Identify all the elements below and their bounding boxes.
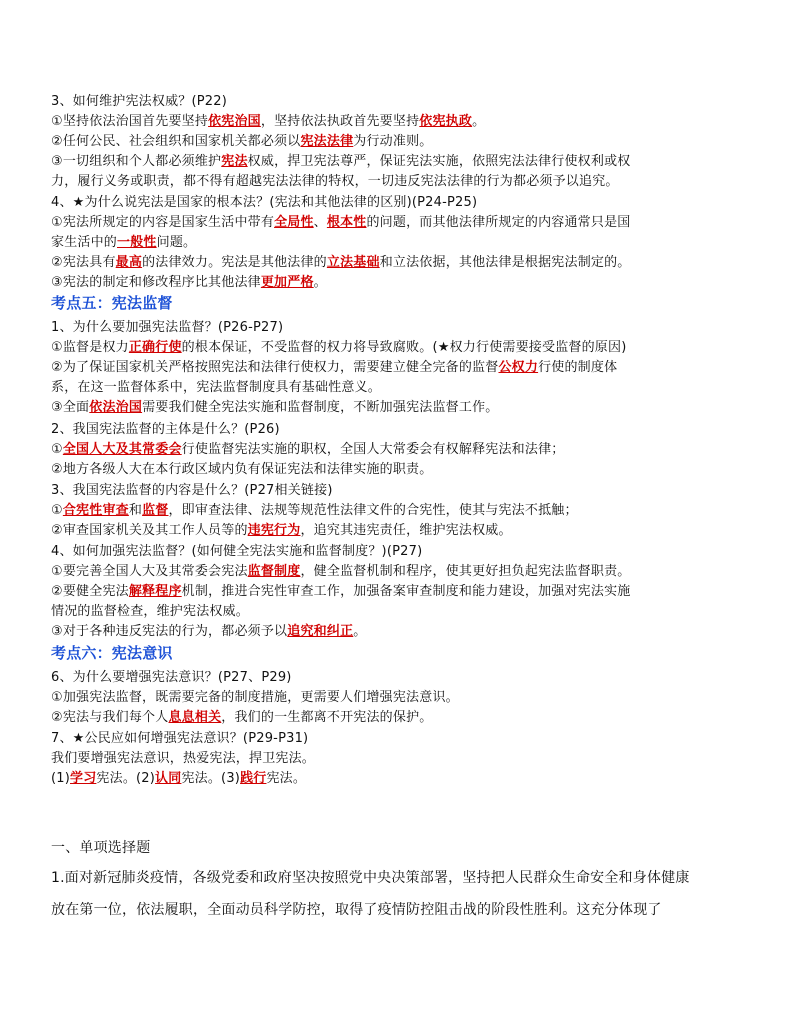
- answer-line: ②要健全宪法解释程序机制，推进合宪性审查工作，加强备案审查制度和能力建设，加强对宪法实施: [51, 584, 631, 599]
- question-title: 3、如何维护宪法权威？(P22): [51, 94, 227, 109]
- answer-line: ②审查国家机关及其工作人员等的违宪行为，追究其违宪责任，维护宪法权威。: [51, 523, 512, 538]
- keyword: 正确行使: [128, 340, 182, 355]
- keyword: 违宪行为: [247, 523, 301, 538]
- answer-line: ①要完善全国人大及其常委会宪法监督制度，健全监督机制和程序，使其更好担负起宪法监督职责。: [51, 564, 631, 579]
- keyword: 公权力: [498, 360, 539, 375]
- keyword: 依法治国: [89, 400, 143, 415]
- keyword: 更加严格: [260, 275, 314, 290]
- keyword: 合宪性审查: [62, 503, 129, 518]
- answer-line: ①监督是权力正确行使的根本保证，不受监督的权力将导致腐败。(★权力行使需要接受监督的原因): [51, 340, 627, 355]
- answer-line: 我们要增强宪法意识，热爱宪法，捍卫宪法。: [51, 751, 316, 766]
- answer-line: ②宪法与我们每个人息息相关，我们的一生都离不开宪法的保护。: [51, 710, 433, 725]
- answer-line: ①坚持依法治国首先要坚持依宪治国，坚持依法执政首先要坚持依宪执政。: [51, 114, 486, 129]
- question-title: 7、★公民应如何增强宪法意识？(P29-P31): [51, 731, 309, 746]
- keyword: 践行: [240, 771, 267, 786]
- keyword: 息息相关: [168, 710, 222, 725]
- answer-line: ①宪法所规定的内容是国家生活中带有全局性、根本性的问题，而其他法律所规定的内容通常只是国: [51, 215, 631, 230]
- answer-line: (1)学习宪法。(2)认同宪法。(3)践行宪法。: [51, 771, 307, 786]
- answer-line: ①加强宪法监督，既需要完备的制度措施，更需要人们增强宪法意识。: [51, 690, 459, 705]
- answer-line: ②为了保证国家机关严格按照宪法和法律行使权力，需要建立健全完备的监督公权力行使的制度体: [51, 360, 618, 375]
- answer-line: ②宪法具有最高的法律效力。宪法是其他法律的立法基础和立法依据，其他法律是根据宪法制定的。: [51, 255, 631, 270]
- answer-line: 情况的监督检查，维护宪法权威。: [51, 604, 250, 619]
- exercise-question: 放在第一位，依法履职，全面动员科学防控，取得了疫情防控阻击战的阶段性胜利。这充分体现了: [51, 902, 662, 918]
- keyword: 依宪治国: [208, 114, 261, 129]
- answer-line: ②任何公民、社会组织和国家机关都必须以宪法法律为行动准则。: [51, 134, 433, 149]
- answer-line: 系，在这一监督体系中，宪法监督制度具有基础性意义。: [51, 380, 382, 395]
- answer-line: ③全面依法治国需要我们健全宪法实施和监督制度，不断加强宪法监督工作。: [51, 400, 499, 415]
- keyword: 追究和纠正: [287, 624, 354, 639]
- answer-line: ①合宪性审查和监督，即审查法律、法规等规范性法律文件的合宪性，使其与宪法不抵触；: [51, 503, 578, 518]
- answer-line: ①全国人大及其常委会行使监督宪法实施的职权，全国人大常委会有权解释宪法和法律；: [51, 442, 565, 457]
- question-title: 4、★为什么说宪法是国家的根本法？(宪法和其他法律的区别)(P24-P25): [51, 195, 478, 210]
- keyword: 学习: [70, 771, 97, 786]
- keyword: 宪法: [221, 154, 248, 169]
- keyword: 最高: [115, 255, 143, 270]
- answer-line: 家生活中的一般性问题。: [51, 235, 197, 250]
- keyword: 全局性: [274, 215, 314, 230]
- question-title: 4、如何加强宪法监督？(如何健全宪法实施和监督制度？)(P27): [51, 544, 423, 559]
- section-heading: 考点五：宪法监督: [51, 294, 173, 312]
- section-heading: 考点六：宪法意识: [51, 644, 173, 662]
- answer-line: 力，履行义务或职责，都不得有超越宪法法律的特权，一切违反宪法法律的行为都必须予以追究。: [51, 174, 619, 189]
- keyword: 宪法法律: [300, 134, 354, 149]
- keyword: 立法基础: [326, 255, 380, 270]
- keyword: 依宪执政: [419, 114, 473, 129]
- answer-line: ③宪法的制定和修改程序比其他法律更加严格。: [51, 275, 327, 290]
- question-title: 6、为什么要增强宪法意识？(P27、P29): [51, 670, 292, 685]
- exercise-section-title: 一、单项选择题: [51, 840, 151, 856]
- question-title: 1、为什么要加强宪法监督？(P26-P27): [51, 320, 284, 335]
- keyword: 监督: [142, 503, 169, 518]
- exercise-question: 1.面对新冠肺炎疫情，各级党委和政府坚决按照党中央决策部署，坚持把人民群众生命安全和身体健康: [51, 870, 690, 886]
- question-title: 3、我国宪法监督的内容是什么？(P27相关链接): [51, 483, 333, 498]
- keyword: 解释程序: [128, 584, 182, 599]
- keyword: 全国人大及其常委会: [62, 442, 182, 457]
- keyword: 认同: [155, 771, 182, 786]
- question-title: 2、我国宪法监督的主体是什么？(P26): [51, 422, 280, 437]
- keyword: 根本性: [326, 215, 367, 230]
- keyword: 一般性: [117, 235, 157, 250]
- answer-line: ③对于各种违反宪法的行为，都必须予以追究和纠正。: [51, 624, 367, 639]
- answer-line: ③一切组织和个人都必须维护宪法权威，捍卫宪法尊严，保证宪法实施，依照宪法法律行使权利或权: [51, 154, 631, 169]
- keyword: 监督制度: [247, 564, 301, 579]
- answer-line: ②地方各级人大在本行政区域内负有保证宪法和法律实施的职责。: [51, 462, 433, 477]
